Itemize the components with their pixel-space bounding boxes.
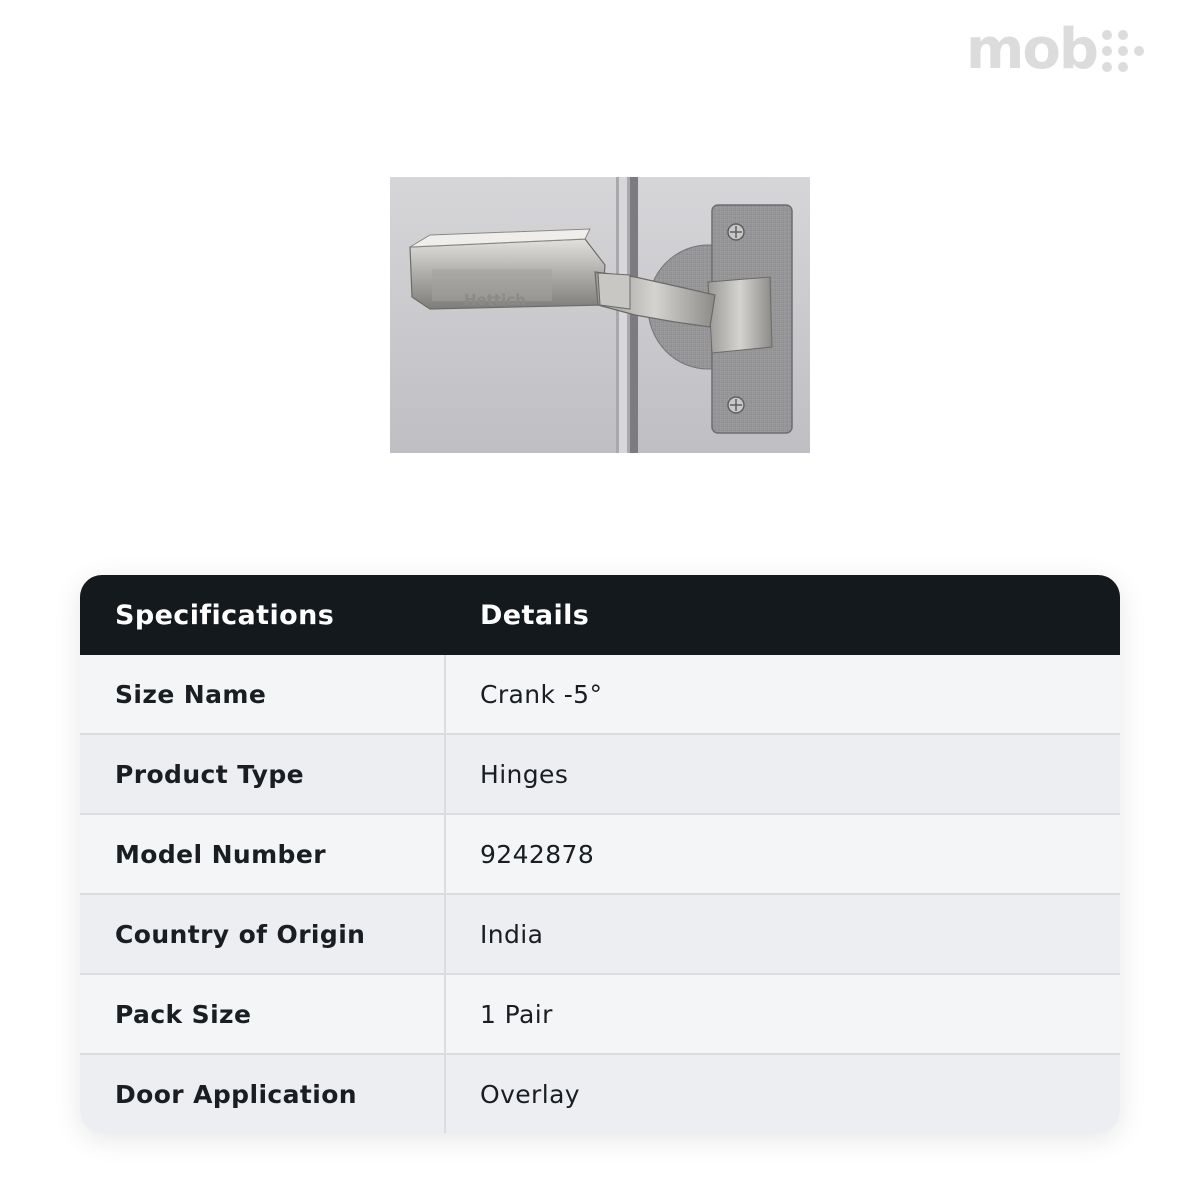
row-value: Crank -5° — [480, 679, 603, 709]
table-row — [80, 735, 1120, 815]
table-row — [80, 895, 1120, 975]
hinge-product-image — [390, 177, 810, 453]
row-label: Country of Origin — [80, 895, 446, 973]
row-value: 1 Pair — [480, 999, 553, 1029]
header-specifications: Specifications — [115, 599, 335, 631]
row-label: Model Number — [80, 815, 446, 893]
table-row — [80, 975, 1120, 1055]
row-value: 9242878 — [480, 839, 595, 869]
row-label: Door Application — [80, 1055, 446, 1133]
row-value: Overlay — [480, 1079, 580, 1109]
table-row — [80, 815, 1120, 895]
row-label: Size Name — [80, 655, 446, 733]
header-details: Details — [480, 599, 590, 631]
engraving-text: Hettich — [464, 291, 526, 309]
row-label: Pack Size — [80, 975, 446, 1053]
table-row — [80, 1055, 1120, 1133]
specifications-table — [80, 575, 1120, 1133]
brand-logo — [966, 17, 1156, 86]
row-value: Hinges — [480, 759, 569, 789]
row-value: India — [480, 919, 544, 949]
table-row — [80, 655, 1120, 735]
row-label: Product Type — [80, 735, 446, 813]
table-header — [80, 575, 1120, 655]
logo-text: mob — [966, 17, 1097, 82]
logo-dots-icon — [1100, 29, 1150, 79]
